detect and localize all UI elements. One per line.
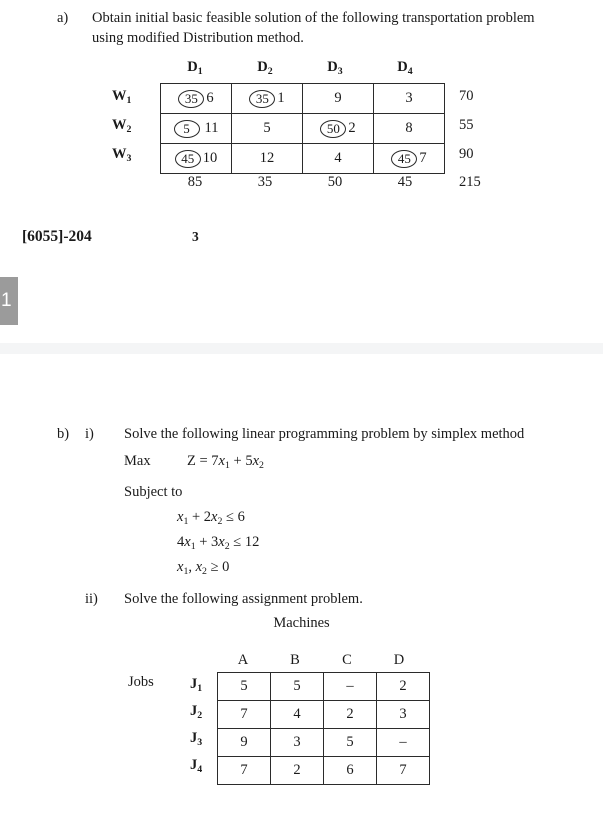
machines-label: Machines <box>273 615 330 631</box>
assign-cell-j1-c: – <box>324 673 377 701</box>
transport-supply-w3: 90 <box>459 146 474 162</box>
assign-cell-j2-d: 3 <box>377 701 430 729</box>
transport-col-header-d1: $D_1$ <box>187 59 203 78</box>
assign-cell-j4-b: 2 <box>271 757 324 785</box>
constraint-2: $4x_1 + 3x_2 \le 12$ <box>177 534 260 553</box>
table-row <box>161 144 445 174</box>
assign-cell-j4-c: 6 <box>324 757 377 785</box>
transport-cell-w2-d3 <box>303 114 374 144</box>
table-row <box>218 701 430 729</box>
max-label: Max <box>124 453 151 469</box>
question-a-line1: Obtain initial basic feasible solution of the following transportation problem <box>92 10 535 26</box>
constraint-3: $x_1$, $x_2 \ge 0$ <box>177 559 230 578</box>
transport-supply-w2: 55 <box>459 117 474 133</box>
table-row <box>161 84 445 114</box>
assign-cell-j3-b: 3 <box>271 729 324 757</box>
transport-demand-d4: 45 <box>397 174 413 190</box>
transport-cell-w1-d3 <box>303 84 374 114</box>
assign-col-header-d: D <box>393 652 405 668</box>
question-a-label: a) <box>57 10 69 26</box>
assign-cell-j3-d: – <box>377 729 430 757</box>
transport-cell-w3-d4 <box>374 144 445 174</box>
transport-row-header-w2: $W_2$ <box>112 117 132 136</box>
assign-cell-j2-a: 7 <box>218 701 271 729</box>
transport-col-header-d2: $D_2$ <box>257 59 273 78</box>
table-row <box>161 114 445 144</box>
transport-demand-d2: 35 <box>257 174 273 190</box>
transport-demand-d1: 85 <box>187 174 203 190</box>
assign-cell-j3-c: 5 <box>324 729 377 757</box>
assign-cell-j4-a: 7 <box>218 757 271 785</box>
transport-cell-w3-d1 <box>161 144 232 174</box>
transportation-table <box>160 83 445 174</box>
assign-cell-j2-b: 4 <box>271 701 324 729</box>
assign-col-header-c: C <box>342 652 352 668</box>
transport-total: 215 <box>459 174 481 190</box>
assign-cell-j3-a: 9 <box>218 729 271 757</box>
table-row <box>218 673 430 701</box>
assignment-table <box>217 672 430 785</box>
allocation-badge: 35 <box>249 90 275 108</box>
subject-to-label: Subject to <box>124 484 183 500</box>
assign-col-header-a: A <box>237 652 249 668</box>
transport-cell-w2-d2 <box>232 114 303 144</box>
transport-cell-w2-d4 <box>374 114 445 144</box>
cost-value: 4 <box>334 150 342 166</box>
transport-row-header-w3: $W_3$ <box>112 146 132 165</box>
allocation-badge: 50 <box>320 120 346 138</box>
allocation-badge: 35 <box>178 90 204 108</box>
transport-cell-w1-d1 <box>161 84 232 114</box>
assign-col-header-b: B <box>290 652 300 668</box>
allocation-badge: 45 <box>391 150 417 168</box>
assign-row-header-j4: $J_4$ <box>190 757 203 776</box>
cost-value: 11 <box>204 120 219 136</box>
question-b-ii-label: ii) <box>85 591 98 607</box>
paper-code: [6055]-204 <box>22 228 92 245</box>
cost-value: 12 <box>259 150 275 166</box>
question-b-label: b) <box>57 426 70 442</box>
jobs-label: Jobs <box>128 674 154 690</box>
transport-demand-d3: 50 <box>327 174 343 190</box>
cost-value: 9 <box>334 90 342 106</box>
cost-value: 3 <box>405 90 413 106</box>
assign-cell-j2-c: 2 <box>324 701 377 729</box>
objective-function: $Z = 7x_1 + 5x_2$ <box>187 453 264 472</box>
table-row <box>218 757 430 785</box>
cost-value: 5 <box>263 120 271 136</box>
cost-value: 7 <box>419 150 427 166</box>
allocation-badge: 5 <box>174 120 200 138</box>
question-b-ii-text: Solve the following assignment problem. <box>124 591 363 607</box>
table-row <box>218 729 430 757</box>
transport-cell-w2-d1 <box>161 114 232 144</box>
assign-cell-j4-d: 7 <box>377 757 430 785</box>
page-badge: 1 <box>0 277 18 325</box>
assign-cell-j1-b: 5 <box>271 673 324 701</box>
transport-cell-w3-d2 <box>232 144 303 174</box>
assign-cell-j1-a: 5 <box>218 673 271 701</box>
cost-value: 8 <box>405 120 413 136</box>
cost-value: 10 <box>202 150 218 166</box>
transport-col-header-d3: $D_3$ <box>327 59 343 78</box>
assign-cell-j1-d: 2 <box>377 673 430 701</box>
cost-value: 6 <box>206 90 214 106</box>
page-separator <box>0 343 603 354</box>
assign-row-header-j1: $J_1$ <box>190 676 203 695</box>
transport-cell-w1-d2 <box>232 84 303 114</box>
constraint-1: $x_1 + 2x_2 \le 6$ <box>177 509 245 528</box>
transport-cell-w1-d4 <box>374 84 445 114</box>
question-a-line2: using modified Distribution method. <box>92 30 304 46</box>
allocation-badge: 45 <box>175 150 201 168</box>
transport-row-header-w1: $W_1$ <box>112 88 132 107</box>
transport-supply-w1: 70 <box>459 88 474 104</box>
question-b-i-label: i) <box>85 426 94 442</box>
page-number: 3 <box>192 229 199 244</box>
transport-cell-w3-d3 <box>303 144 374 174</box>
assign-row-header-j2: $J_2$ <box>190 703 203 722</box>
cost-value: 2 <box>348 120 356 136</box>
assign-row-header-j3: $J_3$ <box>190 730 203 749</box>
question-b-i-text: Solve the following linear programming problem by simplex method <box>124 426 525 442</box>
cost-value: 1 <box>277 90 285 106</box>
transport-col-header-d4: $D_4$ <box>397 59 413 78</box>
